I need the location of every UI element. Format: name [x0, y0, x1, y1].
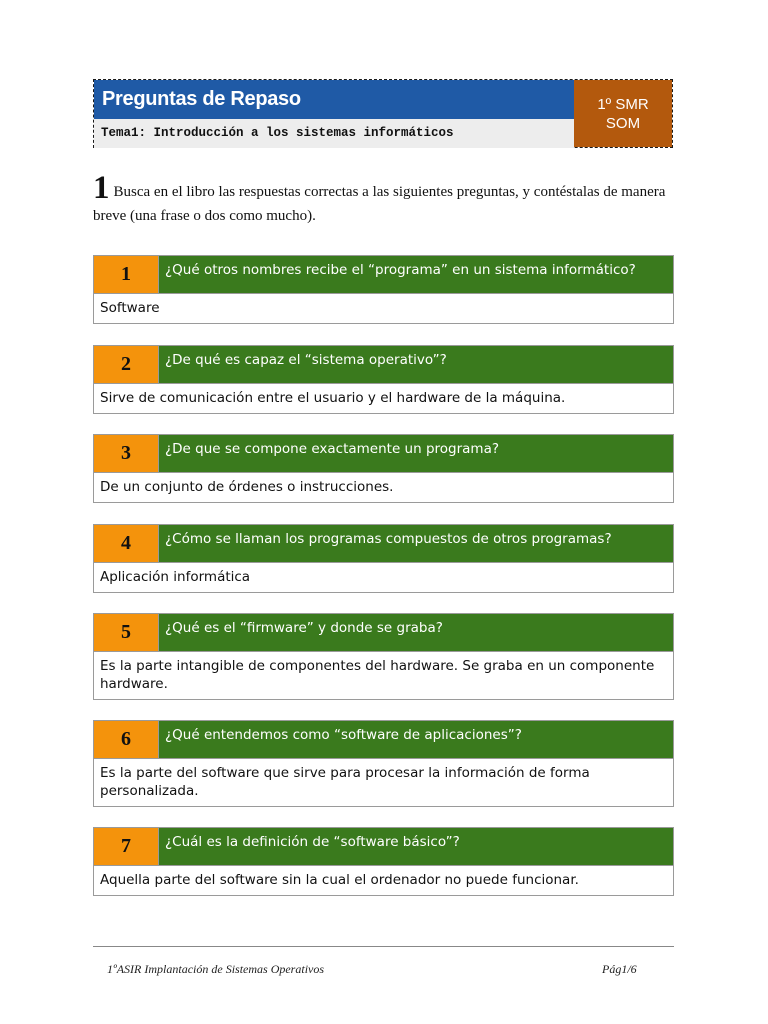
- page-subtitle: Tema1: Introducción a los sistemas informáticos: [94, 119, 574, 148]
- answer-text[interactable]: De un conjunto de órdenes o instrucciones.: [100, 479, 394, 495]
- course-badge: [574, 80, 672, 147]
- course-badge-line2: SOM: [605, 114, 641, 132]
- question-number: 4: [94, 525, 159, 562]
- answer-text[interactable]: Es la parte intangible de componentes del hardware. Se graba en un componente hardware.: [100, 658, 655, 692]
- question-number: 3: [94, 435, 159, 472]
- exercise-number: 1: [93, 170, 110, 206]
- question-card-1: [93, 255, 674, 324]
- question-header: [94, 346, 673, 384]
- answer-text[interactable]: Aplicación informática: [100, 569, 251, 585]
- answer-text[interactable]: Aquella parte del software sin la cual el ordenador no puede funcionar.: [100, 872, 579, 888]
- answer-text[interactable]: Es la parte del software que sirve para procesar la información de forma personalizada.: [100, 765, 590, 799]
- question-card-2: [93, 345, 674, 414]
- question-text: ¿Cuál es la definición de “software básico”?: [159, 828, 673, 865]
- question-header: [94, 828, 673, 866]
- footer-page-number: Pág1/6: [602, 962, 637, 976]
- question-text: ¿De qué es capaz el “sistema operativo”?: [159, 346, 673, 383]
- page-title: Preguntas de Repaso: [94, 80, 574, 119]
- question-header: [94, 435, 673, 473]
- question-card-4: [93, 524, 674, 593]
- question-number: 7: [94, 828, 159, 865]
- answer-text[interactable]: Software: [100, 300, 160, 316]
- question-number: 6: [94, 721, 159, 758]
- question-header: [94, 525, 673, 563]
- question-card-7: [93, 827, 674, 896]
- footer-course: 1ºASIR Implantación de Sistemas Operativos: [107, 962, 325, 976]
- question-text: ¿Qué es el “firmware” y donde se graba?: [159, 614, 673, 651]
- exercise-instructions: [93, 170, 673, 228]
- question-text: ¿Qué otros nombres recibe el “programa” en un sistema informático?: [159, 256, 673, 293]
- question-card-5: [93, 613, 674, 700]
- question-card-6: [93, 720, 674, 807]
- question-number: 1: [94, 256, 159, 293]
- question-card-3: [93, 434, 674, 503]
- course-badge-line1: 1º SMR: [597, 95, 649, 113]
- question-header: [94, 256, 673, 294]
- answer-text[interactable]: Sirve de comunicación entre el usuario y el hardware de la máquina.: [100, 390, 566, 406]
- question-header: [94, 721, 673, 759]
- question-text: ¿Qué entendemos como “software de aplicaciones”?: [159, 721, 673, 758]
- question-text: ¿De que se compone exactamente un programa?: [159, 435, 673, 472]
- question-text: ¿Cómo se llaman los programas compuestos de otros programas?: [159, 525, 673, 562]
- footer-divider: [93, 946, 674, 947]
- header-main: [94, 80, 574, 148]
- question-number: 2: [94, 346, 159, 383]
- document-header: [93, 79, 673, 148]
- question-number: 5: [94, 614, 159, 651]
- question-header: [94, 614, 673, 652]
- exercise-text: Busca en el libro las respuestas correctas a las siguientes preguntas, y contéstalas de manera breve (una frase o dos como mucho).: [93, 184, 666, 224]
